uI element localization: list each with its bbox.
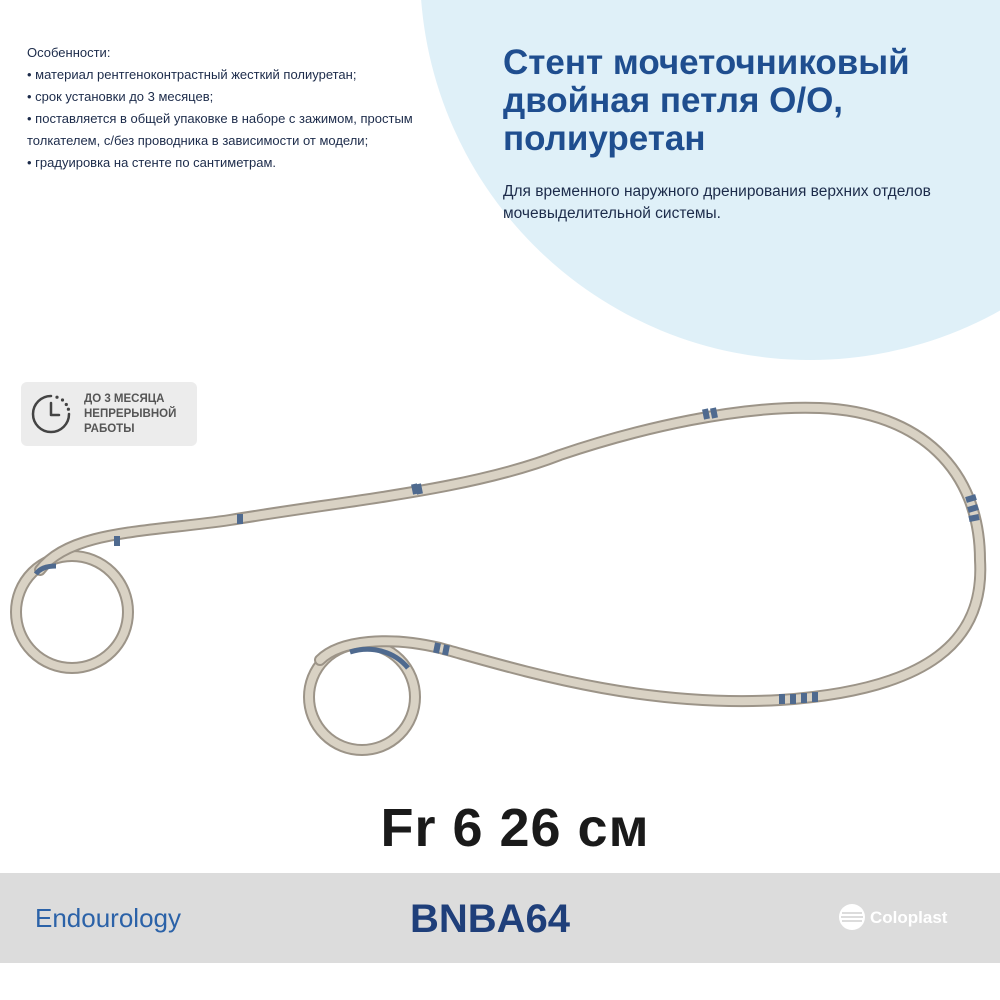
brand-name: Coloplast — [870, 908, 948, 927]
category-label: Endourology — [35, 903, 181, 933]
feature-item: • материал рентгеноконтрастный жесткий полиуретан; — [27, 64, 427, 86]
feature-item: • срок установки до 3 месяцев; — [27, 86, 427, 108]
product-description: Для временного наружного дренирования верхних отделов мочевыделительной системы. — [503, 183, 931, 222]
product-title: Стент мочеточниковый двойная петля О/О, полиуретан — [503, 43, 910, 158]
footer-bar — [0, 873, 1000, 963]
features-heading: Особенности: — [27, 45, 111, 60]
size-label: Fr 6 26 см — [380, 798, 650, 858]
feature-item: • поставляется в общей упаковке в наборе с зажимом, простым толкателем, с/без проводника в зависимости от модели; — [27, 108, 427, 152]
badge-text: ДО 3 МЕСЯЦА НЕПРЕРЫВНОЙ РАБОТЫ — [84, 393, 177, 435]
stent-markers — [36, 408, 979, 704]
stent-tube — [16, 408, 980, 750]
coloplast-logo-icon — [838, 903, 866, 931]
feature-item: • градуировка на стенте по сантиметрам. — [27, 152, 427, 174]
product-code: BNBA64 — [410, 897, 571, 941]
